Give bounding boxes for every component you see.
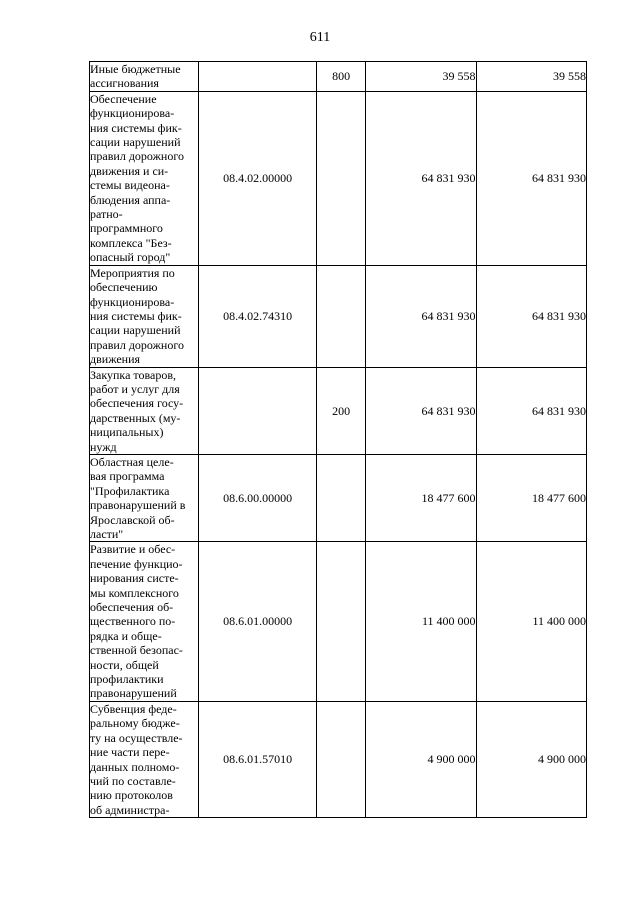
- target-code-cell: 08.6.01.57010: [199, 701, 317, 817]
- item-name-line: опасный город": [90, 250, 171, 265]
- item-name-cell: [90, 701, 199, 817]
- expense-type-cell: 800: [317, 62, 366, 92]
- item-name-line: функционирова-: [90, 106, 175, 121]
- item-name-line: ласти": [90, 527, 124, 541]
- item-name-line: движения и си-: [90, 163, 169, 178]
- item-name-line: Закупка товаров,: [90, 367, 176, 382]
- item-name-line: ниципальных): [90, 425, 164, 440]
- target-code-cell: 08.4.02.00000: [199, 91, 317, 265]
- item-name-line: ности, общей: [90, 657, 159, 672]
- item-name-line: печение функцио-: [90, 556, 183, 571]
- table-row: [90, 367, 587, 454]
- item-name-line: нирования систе-: [90, 571, 179, 586]
- item-name-cell: [90, 265, 199, 367]
- expense-type-cell: [317, 542, 366, 701]
- item-name-line: щественного по-: [90, 614, 176, 629]
- item-name-line: стемы видеона-: [90, 178, 170, 193]
- item-name-line: обеспечению: [90, 280, 158, 295]
- item-name-line: ральному бюдже-: [90, 716, 180, 731]
- item-name-line: вая программа: [90, 469, 165, 484]
- item-name-line: ние части пере-: [90, 745, 170, 760]
- table-row: [90, 542, 587, 701]
- item-name-line: нию протоколов: [90, 788, 173, 803]
- item-name-line: обеспечения об-: [90, 600, 174, 615]
- item-name-line: "Профилактика: [90, 483, 170, 498]
- item-name-line: Субвенция феде-: [90, 701, 177, 716]
- item-name-line: ассигнования: [90, 76, 159, 91]
- item-name-cell: [90, 62, 199, 92]
- expense-type-cell: [317, 91, 366, 265]
- amount-year2-cell: 64 831 930: [476, 265, 586, 367]
- budget-table: [89, 61, 587, 818]
- item-name-line: правонарушений в: [90, 498, 186, 513]
- expense-type-cell: [317, 701, 366, 817]
- item-name-line: обеспечения госу-: [90, 396, 184, 411]
- item-name-line: блюдения аппа-: [90, 192, 171, 207]
- item-name-line: сации нарушений: [90, 323, 181, 338]
- target-code-cell: [199, 367, 317, 454]
- amount-year1-cell: 64 831 930: [366, 265, 476, 367]
- item-name-line: мы комплексного: [90, 585, 179, 600]
- item-name-line: правил дорожного: [90, 149, 184, 164]
- amount-year2-cell: 18 477 600: [476, 454, 586, 541]
- amount-year1-cell: 64 831 930: [366, 367, 476, 454]
- item-name-line: Развитие и обес-: [90, 542, 176, 557]
- item-name-line: движения: [90, 352, 141, 367]
- item-name-line: данных полномо-: [90, 759, 180, 774]
- item-name-line: Ярославской об-: [90, 512, 175, 527]
- table-row: [90, 701, 587, 817]
- page-number: 611: [309, 30, 331, 45]
- item-name-line: правил дорожного: [90, 337, 184, 352]
- amount-year1-cell: 4 900 000: [366, 701, 476, 817]
- item-name-line: программного: [90, 221, 163, 236]
- item-name-line: ратно-: [90, 207, 123, 222]
- item-name-line: работ и услуг для: [90, 381, 180, 396]
- amount-year1-cell: 11 400 000: [366, 542, 476, 701]
- item-name-line: комплекса "Без-: [90, 235, 172, 250]
- item-name-line: сации нарушений: [90, 135, 181, 150]
- amount-year2-cell: 39 558: [476, 62, 586, 92]
- table-row: [90, 454, 587, 541]
- target-code-cell: 08.6.00.00000: [199, 454, 317, 541]
- item-name-line: рядка и обще-: [90, 628, 162, 643]
- table-row: [90, 62, 587, 92]
- item-name-cell: [90, 454, 199, 541]
- item-name-line: профилактики: [90, 672, 164, 687]
- expense-type-cell: [317, 265, 366, 367]
- amount-year1-cell: 39 558: [366, 62, 476, 92]
- item-name-line: ния системы фик-: [90, 120, 182, 135]
- expense-type-cell: 200: [317, 367, 366, 454]
- target-code-cell: 08.4.02.74310: [199, 265, 317, 367]
- table-row: [90, 265, 587, 367]
- target-code-cell: 08.6.01.00000: [199, 542, 317, 701]
- item-name-line: нужд: [90, 439, 117, 454]
- item-name-line: правонарушений: [90, 686, 177, 701]
- table-row: [90, 91, 587, 265]
- item-name-cell: [90, 367, 199, 454]
- amount-year2-cell: 4 900 000: [476, 701, 586, 817]
- target-code-cell: [199, 62, 317, 92]
- item-name-line: Областная целе-: [90, 454, 174, 469]
- amount-year2-cell: 64 831 930: [476, 91, 586, 265]
- item-name-line: Мероприятия по: [90, 265, 175, 280]
- item-name-line: ту на осуществле-: [90, 730, 183, 745]
- amount-year1-cell: 18 477 600: [366, 454, 476, 541]
- item-name-line: функционирова-: [90, 294, 175, 309]
- item-name-cell: [90, 91, 199, 265]
- item-name-line: об администра-: [90, 802, 170, 817]
- item-name-line: чий по составле-: [90, 773, 176, 788]
- item-name-cell: [90, 542, 199, 701]
- expense-type-cell: [317, 454, 366, 541]
- amount-year2-cell: 11 400 000: [476, 542, 586, 701]
- amount-year2-cell: 64 831 930: [476, 367, 586, 454]
- amount-year1-cell: 64 831 930: [366, 91, 476, 265]
- item-name-line: ния системы фик-: [90, 308, 182, 323]
- item-name-line: ственной безопас-: [90, 643, 183, 658]
- item-name-line: Иные бюджетные: [90, 62, 181, 76]
- item-name-line: дарственных (му-: [90, 410, 181, 425]
- item-name-line: Обеспечение: [90, 91, 157, 106]
